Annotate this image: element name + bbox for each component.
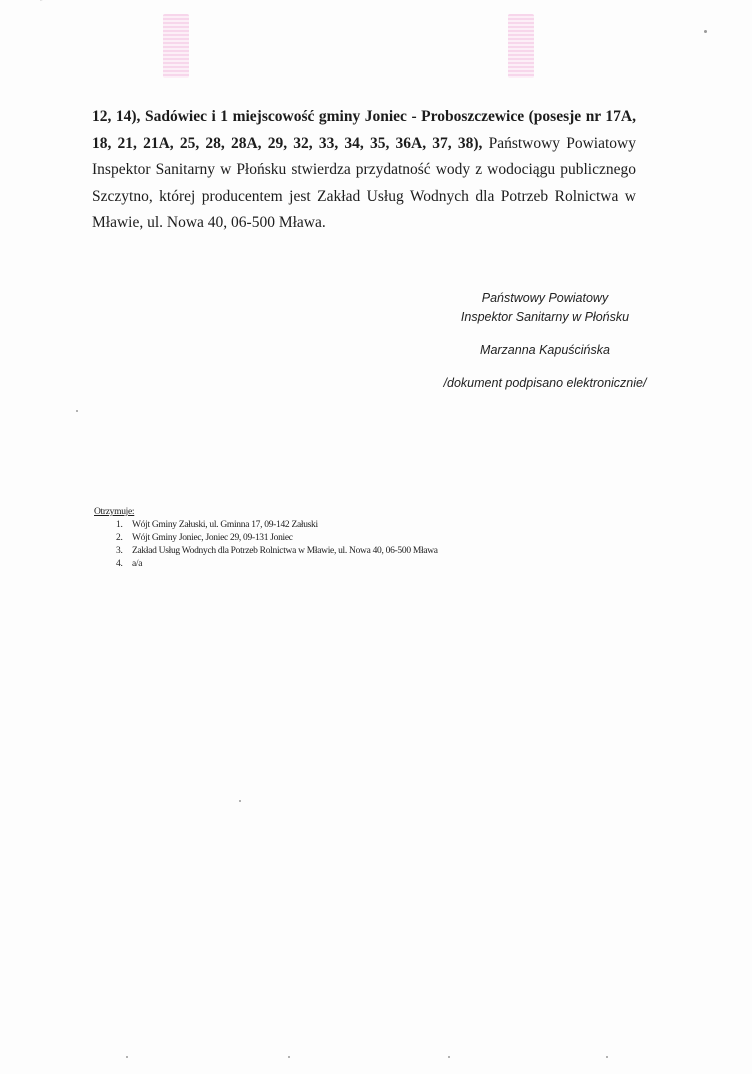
scan-speck	[76, 410, 78, 412]
signature-title-line-1: Państwowy Powiatowy	[481, 291, 609, 305]
recipient-item	[94, 532, 438, 545]
recipients-heading: Otrzymuje:	[94, 507, 135, 517]
scan-artifact	[508, 14, 534, 78]
recipient-item	[94, 519, 438, 532]
recipient-item	[94, 558, 438, 571]
signature-name: Marzanna Kapuścińska	[480, 343, 610, 357]
scan-speck	[448, 1056, 450, 1058]
scan-speck	[288, 1056, 290, 1058]
signature-note: /dokument podpisano elektronicznie/	[443, 376, 647, 390]
main-paragraph	[92, 104, 636, 237]
scan-artifact	[40, 0, 97, 1]
recipient-number: 2.	[116, 533, 123, 543]
recipient-number: 1.	[116, 520, 123, 530]
recipients-section	[94, 506, 438, 571]
paragraph-bold-part: 12, 14), Sadówiec i 1 miejscowość gminy Joniec - Proboszczewice (posesje nr 17A, 18, 21, 21A, 25, 28, 28A, 29, 32, 33, 34, 35, 36A, 37, 38),	[92, 108, 636, 152]
recipient-text: a/a	[132, 559, 143, 569]
scan-speck	[704, 30, 707, 33]
scan-speck	[239, 800, 241, 802]
recipient-text: Wójt Gminy Joniec, Joniec 29, 09-131 Joniec	[132, 533, 293, 543]
recipient-number: 4.	[116, 559, 123, 569]
scan-speck	[606, 1056, 608, 1058]
paragraph-regular-part: Państwowy Powiatowy Inspektor Sanitarny w Płońsku stwierdza przydatność wody z wodociągu publicznego Szczytno, której producentem jest Zakład Usług Wodnych dla Potrzeb Rolnictwa w Mławie, ul. Nowa 40, 06-500 Mława.	[92, 134, 636, 231]
scan-artifact	[163, 14, 189, 78]
recipient-text: Wójt Gminy Załuski, ul. Gminna 17, 09-142 Załuski	[132, 520, 318, 530]
scan-speck	[126, 1056, 128, 1058]
signature-title-line-2: Inspektor Sanitarny w Płońsku	[460, 310, 630, 324]
recipient-item	[94, 545, 438, 558]
recipient-number: 3.	[116, 546, 123, 556]
recipient-text: Zakład Usług Wodnych dla Potrzeb Rolnictwa w Mławie, ul. Nowa 40, 06-500 Mława	[132, 546, 438, 556]
recipients-list	[94, 519, 438, 571]
